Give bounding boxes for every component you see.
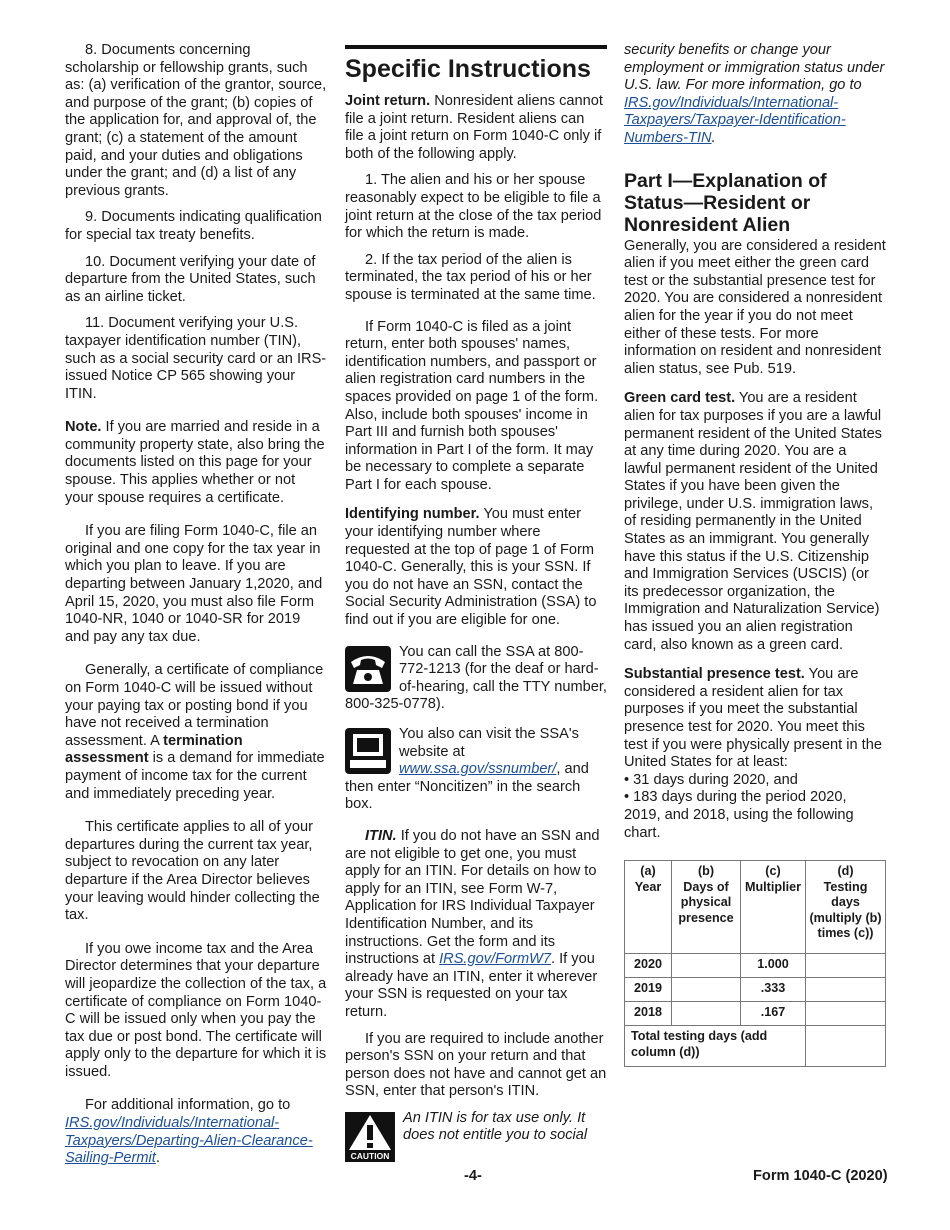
note-text: If you are married and reside in a community property state, also bring the documents listed on this page for your spouse. This applies whether or not your spouse requires a certificate. <box>65 419 325 506</box>
header-label: Testing days (multiply (b) times (c)) <box>809 879 882 941</box>
multiplier-cell: 1.000 <box>741 954 806 978</box>
table-row <box>625 1002 886 1026</box>
doc-item-11: 11. Document verifying your U.S. taxpayer identification number (TIN), such as a social security card or an IRS-issued Notice CP 565 showing your ITIN. <box>65 315 327 402</box>
phone-tip-text: You can call the SSA at 800-772-1213 (for the deaf or hard-of-hearing, call the TTY number, 800-325-0778). <box>345 643 607 713</box>
header-letter: (a) <box>640 864 656 879</box>
caution-continuation <box>624 42 886 148</box>
year-cell: 2018 <box>625 1002 672 1026</box>
caution-label: CAUTION <box>350 1150 390 1161</box>
testing-days-cell[interactable] <box>806 954 886 978</box>
header-days <box>672 861 741 954</box>
doc-item-10: 10. Document verifying your date of departure from the United States, such as an airline ticket. <box>65 253 316 305</box>
itin-paragraph <box>345 828 607 1022</box>
joint-return-text: Nonresident aliens cannot file a joint return. Resident aliens can file a joint return on Form 1040-C only if both of the following apply. <box>345 93 603 162</box>
ssa-website-link[interactable]: www.ssa.gov/ssnumber/ <box>399 761 557 778</box>
website-tip <box>345 726 607 814</box>
identifying-number-label: Identifying number. <box>345 506 480 523</box>
table-total-row <box>625 1026 886 1067</box>
part1-heading: Part I—Explanation of Status—Resident or Nonresident Alien <box>624 169 827 236</box>
bullet-icon: • <box>624 789 630 806</box>
generally-paragraph <box>65 662 327 803</box>
website-tip-text-end: , and then enter “Noncitizen” in the search box. <box>345 761 589 813</box>
identifying-number-paragraph <box>345 506 607 629</box>
departing-alien-link[interactable]: IRS.gov/Individuals/International-Taxpayers/Departing-Alien-Clearance-Sailing-Permit <box>65 1115 313 1167</box>
substantial-presence-text: You are considered a resident alien for tax purposes if you meet the substantial presence test for 2020. You meet this test if you were physically present in the United States for at least: <box>624 666 882 771</box>
testing-days-cell[interactable] <box>806 978 886 1002</box>
joint-return-paragraph <box>345 93 607 163</box>
column-1 <box>65 42 327 1177</box>
bullet-icon: • <box>624 771 630 788</box>
header-label: Year <box>634 879 662 894</box>
header-label: Days of physical presence <box>678 879 734 925</box>
testing-days-table <box>624 860 886 1067</box>
applies-paragraph: This certificate applies to all of your departures during the current tax year, subject to revocation on any later departure if the Area Director believes your leaving would hinder collecting the tax. <box>65 819 320 924</box>
multiplier-cell: .167 <box>741 1002 806 1026</box>
table-row <box>625 954 886 978</box>
days-cell[interactable] <box>672 1002 741 1026</box>
owe-paragraph: If you owe income tax and the Area Director determines that your departure will jeopardize the collection of the tax, a certificate of compliance on Form 1040-C will be issued only when you pay the tax due or post bond. The certificate will apply only to the departure for which it is issued. <box>65 940 327 1080</box>
year-cell: 2020 <box>625 954 672 978</box>
year-cell: 2019 <box>625 978 672 1002</box>
doc-item-9: 9. Documents indicating qualification for special tax treaty benefits. <box>65 209 322 243</box>
page-number: -4- <box>464 1168 482 1184</box>
phone-tip <box>345 644 607 714</box>
total-label-cell: Total testing days (add column (d)) <box>625 1026 806 1067</box>
days-cell[interactable] <box>672 954 741 978</box>
joint-condition-1: 1. The alien and his or her spouse reasonably expect to be eligible to file a joint return at the close of the tax period for which the return is made. <box>345 172 602 242</box>
header-letter: (b) <box>697 864 715 879</box>
doc-item-8: 8. Documents concerning scholarship or fellowship grants, such as: (a) verification of the grantor, source, and purpose of the grant; (b) copies of the application for, and approval of, the grant; (c) a statement of the amount paid, and your duties and obligations under the grant; and (d) a list of any previous grants. <box>65 42 327 199</box>
caution-text: An ITIN is for tax use only. It does not entitle you to social <box>403 1109 588 1144</box>
identifying-number-text: You must enter your identifying number where requested at the top of page 1 of Form 1040-C. Generally, this is your SSN. If you do not have an SSN, contact the Social Security Administration (SSA) to find out if you are eligible for one. <box>345 506 597 629</box>
caution-continuation-period: . <box>711 129 716 146</box>
tin-link[interactable]: IRS.gov/Individuals/International-Taxpayers/Taxpayer-Identification-Numbers-TIN <box>624 94 846 146</box>
header-year <box>625 861 672 954</box>
substantial-presence-paragraph <box>624 666 886 772</box>
termination-term: termination assessment <box>65 732 243 767</box>
caution-icon <box>345 1112 395 1162</box>
specific-instructions-heading: Specific Instructions <box>345 55 591 83</box>
bullet-item-1 <box>624 772 886 790</box>
note-label: Note. <box>65 419 102 436</box>
joint-return-label: Joint return. <box>345 93 431 109</box>
joint-filed-paragraph: If Form 1040-C is filed as a joint return, enter both spouses' names, identification numbers, and passport or alien registration card numbers in the spaces provided on page 1 of the form. Also, include both spouses' income in Part III and furnish both spouses' information in Part I of the form. It may be necessary to complete a separate Part I for each spouse. <box>345 318 599 493</box>
green-card-text: You are a resident alien for tax purposes if you are a lawful permanent resident of the United States at any time during 2020. You are a lawful permanent resident of the United States if you have been given the privilege, under U.S. immigration laws, of residing permanently in the United States as an immigrant. You generally have this status if the U.S. Citizenship and Immigration Services (USCIS) (or its predecessor organization, the Immigration and Naturalization Service) has issued you an alien registration card, also known as a green card. <box>624 390 882 653</box>
table-row <box>625 978 886 1002</box>
header-multiplier <box>741 861 806 954</box>
days-cell[interactable] <box>672 978 741 1002</box>
testing-days-cell[interactable] <box>806 1002 886 1026</box>
header-testing-days <box>806 861 886 954</box>
website-tip-text: You also can visit the SSA's website at <box>399 726 579 760</box>
computer-icon <box>345 728 391 774</box>
header-label: Multiplier <box>745 879 801 894</box>
green-card-label: Green card test. <box>624 390 736 407</box>
green-card-paragraph <box>624 390 886 654</box>
itin-label: ITIN. <box>365 827 397 844</box>
total-value-cell[interactable] <box>806 1026 886 1067</box>
additional-info-text: For additional information, go to <box>85 1097 291 1114</box>
telephone-icon <box>345 646 391 692</box>
additional-info-period: . <box>155 1150 160 1167</box>
multiplier-cell: .333 <box>741 978 806 1002</box>
form-footer-label: Form 1040-C (2020) <box>753 1168 888 1184</box>
column-3 <box>624 42 886 1067</box>
caution-continuation-text: security benefits or change your employment or immigration status under U.S. law. For more information, go to <box>624 42 885 94</box>
filing-paragraph: If you are filing Form 1040-C, file an original and one copy for the tax year in which you plan to leave. If you are departing between January 1,2020, and April 15, 2020, you must also file Form 1040-NR, 1040 or 1040-SR for 2019 and pay any tax due. <box>65 523 323 645</box>
generally-text-end: is a demand for immediate payment of income tax for the current and immediately preceding year. <box>65 750 325 802</box>
generally-text-start: Generally, a certificate of compliance on Form 1040-C will be issued without your paying tax or posting bond if you have not received a termination assessment. A <box>65 662 324 749</box>
header-letter: (d) <box>837 864 854 879</box>
caution-note <box>345 1110 607 1162</box>
header-letter: (c) <box>765 864 781 879</box>
bullet-item-2 <box>624 789 886 842</box>
substantial-presence-label: Substantial presence test. <box>624 666 805 683</box>
heading-rule <box>345 45 607 49</box>
itin-text: If you do not have an SSN and are not eligible to get one, you must apply for an ITIN. For details on how to apply for an ITIN, see Form W-7, Application for IRS Individual Taxpayer Identification Number, and its instructions. Get the form and its instructions at <box>345 827 600 968</box>
formw7-link[interactable]: IRS.gov/FormW7 <box>439 951 552 968</box>
itin-text-end: . If you already have an ITIN, enter it wherever your SSN is requested on your tax return. <box>345 951 598 1020</box>
bullet-text-2: 183 days during the period 2020, 2019, and 2018, using the following chart. <box>624 789 854 841</box>
part1-paragraph: Generally, you are considered a resident alien if you meet either the green card test or the substantial presence test for 2020. You are considered a nonresident alien for the year if you do not meet either of these tests. For more information on resident and nonresident alien status, see Pub. 519. <box>624 237 886 377</box>
bullet-text-1: 31 days during 2020, and <box>633 771 798 788</box>
table-header-row <box>625 861 886 954</box>
required-paragraph: If you are required to include another person's SSN on your return and that person does not have and cannot get an SSN, enter that person's ITIN. <box>345 1030 607 1100</box>
column-2 <box>345 42 607 1162</box>
additional-info-paragraph <box>65 1097 327 1167</box>
joint-condition-2: 2. If the tax period of the alien is terminated, the tax period of his or her spouse is terminated at the same time. <box>345 251 596 303</box>
note-paragraph <box>65 419 327 507</box>
